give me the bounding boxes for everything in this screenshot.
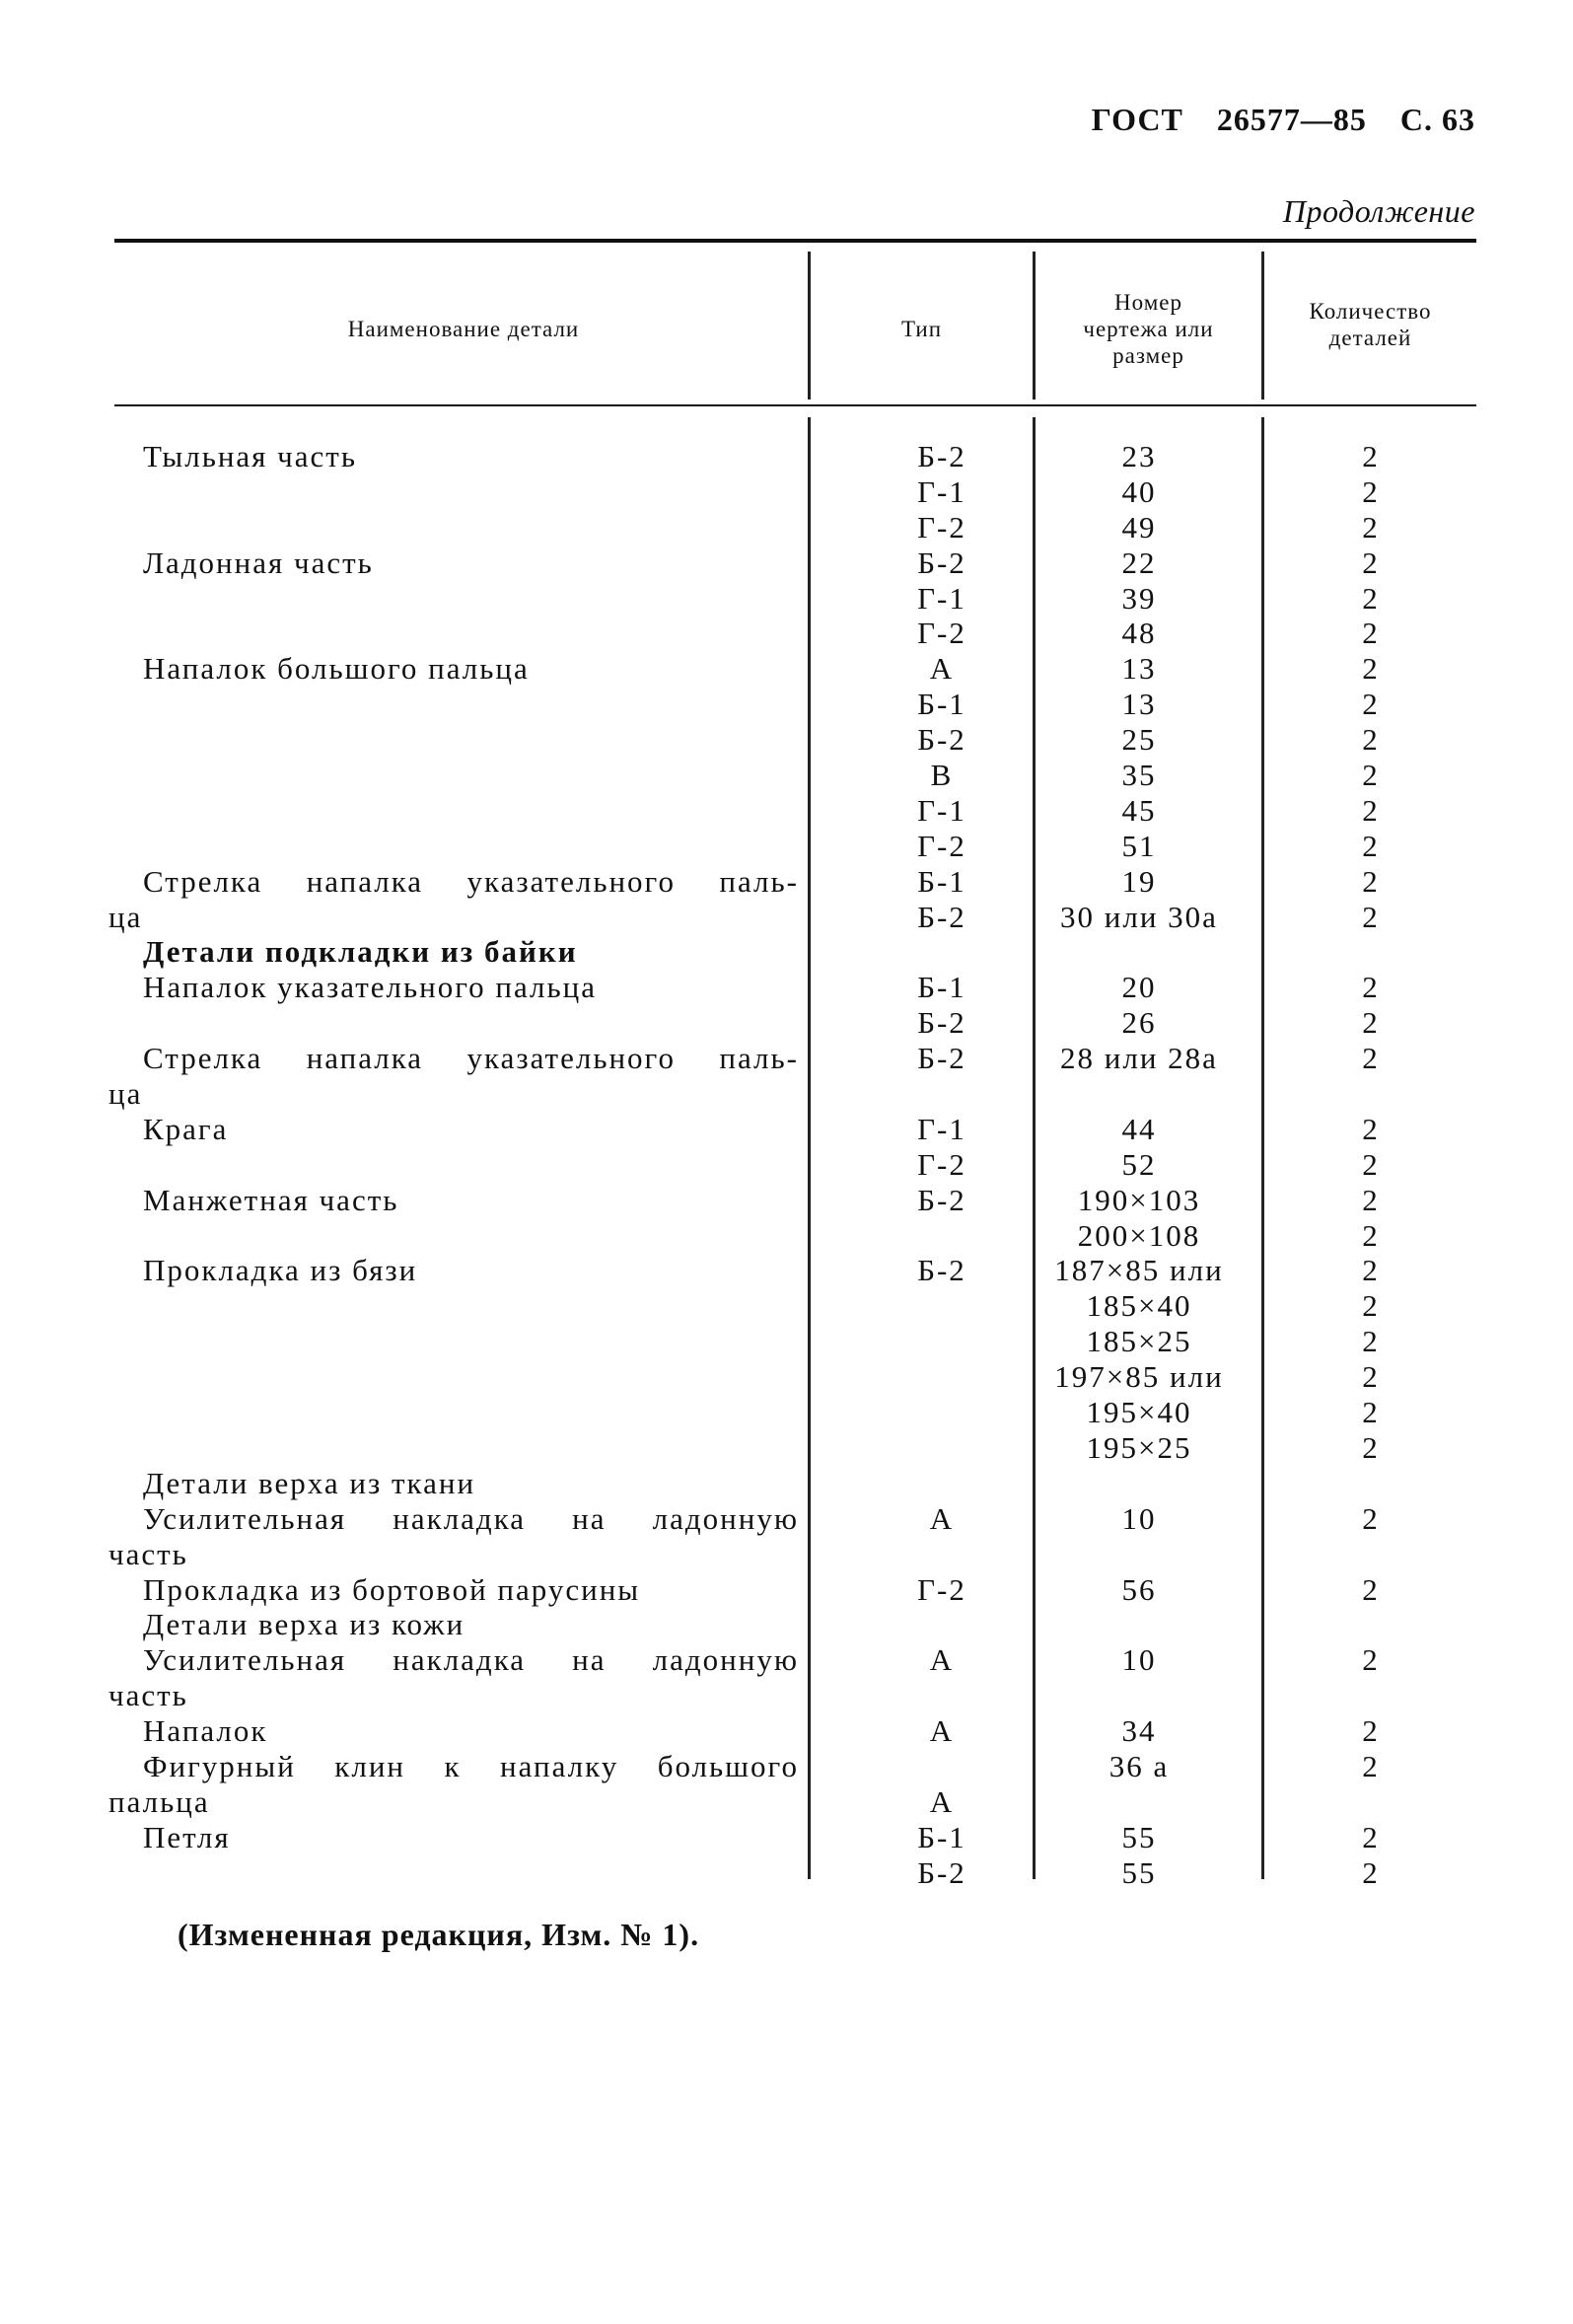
cell-line: Г-1 [917, 473, 966, 509]
part-name-line: часть [108, 1536, 188, 1571]
cell-line: Б-1 [917, 970, 966, 1005]
cell-line: 2 [1362, 439, 1380, 473]
cell-line [1036, 1784, 1243, 1820]
cell-line: 2 [1362, 758, 1380, 793]
cell-line [828, 1537, 1055, 1572]
cell-line: 2 [1362, 1713, 1380, 1749]
cell-line: 2 [1362, 509, 1380, 545]
cell-line [1262, 1607, 1479, 1642]
part-name-line [108, 1359, 799, 1395]
part-name-line: Стрелка напалка указательного паль- [143, 863, 799, 899]
cell-line: Б-2 [917, 1854, 966, 1890]
cell-line [1036, 934, 1243, 970]
part-name-line: ца [108, 1076, 143, 1112]
page-header [1092, 102, 1475, 138]
cell-line: 44 [1121, 1111, 1157, 1146]
cell-line: 45 [1121, 792, 1157, 828]
cell-line: 2 [1362, 1217, 1380, 1253]
header-number [1036, 289, 1261, 369]
part-name-line [108, 1147, 799, 1183]
cell-line: 185×40 [1086, 1288, 1192, 1324]
cell-line: 2 [1362, 1111, 1380, 1146]
cell-line: 2 [1362, 651, 1380, 687]
cell-line: 2 [1362, 1146, 1380, 1182]
table-top-rule [114, 239, 1476, 243]
cell-line: 28 или 28а [1060, 1041, 1218, 1076]
part-name-line: Крага [143, 1111, 229, 1146]
cell-line: деталей [1328, 326, 1412, 350]
part-name-line: Напалок [143, 1713, 268, 1749]
cell-line: Б-2 [917, 1041, 966, 1076]
part-name-line: Прокладка из бязи [143, 1253, 418, 1288]
part-name-line [108, 829, 799, 864]
cell-line: Г-2 [917, 1571, 966, 1607]
cell-line: Г-2 [917, 509, 966, 545]
cell-line: 187×85 или [1054, 1253, 1224, 1288]
cell-line: 49 [1121, 509, 1157, 545]
cell-line: Б-2 [917, 899, 966, 934]
cell-line: А [929, 1713, 955, 1749]
cell-line: 195×25 [1086, 1429, 1192, 1465]
cell-line [828, 1288, 1055, 1324]
cell-line: Количество [1309, 299, 1432, 324]
column-drawing-numbers [1036, 439, 1243, 1891]
cell-line: 2 [1362, 1041, 1380, 1076]
cell-line [828, 1359, 1055, 1395]
cell-line [828, 1678, 1055, 1713]
part-name-line [108, 793, 799, 829]
cell-line [828, 1395, 1055, 1430]
part-name-line: Петля [143, 1819, 231, 1854]
cell-line: 26 [1121, 1005, 1157, 1041]
part-name-line [108, 1218, 799, 1254]
cell-line: Г-2 [917, 616, 966, 651]
cell-line: 35 [1121, 758, 1157, 793]
cell-line [1262, 1466, 1479, 1501]
cell-line: 2 [1362, 1359, 1380, 1395]
cell-line: 2 [1362, 1429, 1380, 1465]
cell-line: 2 [1362, 1571, 1380, 1607]
cell-line: 2 [1362, 1324, 1380, 1359]
column-part-names [108, 439, 799, 1891]
cell-line: Б-2 [917, 1182, 966, 1217]
cell-line [1036, 1076, 1243, 1112]
cell-line [1262, 934, 1479, 970]
cell-line: 22 [1121, 545, 1157, 580]
cell-line: Б-2 [917, 545, 966, 580]
standard-number: 26577—85 [1216, 102, 1367, 137]
cell-line: 2 [1362, 899, 1380, 934]
column-quantities [1262, 439, 1479, 1891]
cell-line [828, 1607, 1055, 1642]
cell-line [1036, 1607, 1243, 1642]
cell-line: 2 [1362, 545, 1380, 580]
cell-line: 55 [1121, 1819, 1157, 1854]
cell-line: 10 [1121, 1500, 1157, 1536]
cell-line [1036, 1466, 1243, 1501]
cell-line: 2 [1362, 828, 1380, 863]
cell-line: 200×108 [1077, 1217, 1201, 1253]
header-quantity [1264, 298, 1476, 351]
cell-line: 2 [1362, 1748, 1380, 1783]
part-name-line [108, 1005, 799, 1041]
cell-line: Б-2 [917, 1005, 966, 1041]
cell-line [1262, 1076, 1479, 1112]
cell-line [828, 1430, 1055, 1466]
cell-line: 34 [1121, 1713, 1157, 1749]
part-name-line [108, 687, 799, 722]
cell-line: Б-2 [917, 1253, 966, 1288]
part-name-line: Усилительная накладка на ладонную [143, 1500, 799, 1536]
cell-line [828, 1076, 1055, 1112]
cell-line [1262, 1537, 1479, 1572]
standard-label: ГОСТ [1091, 102, 1183, 137]
part-name-line: Фигурный клин к напалку большого [143, 1748, 799, 1783]
part-name-line [108, 1395, 799, 1430]
cell-line: 185×25 [1086, 1324, 1192, 1359]
cell-line: Г-1 [917, 792, 966, 828]
cell-line: 190×103 [1077, 1182, 1201, 1217]
cell-line: Б-2 [917, 439, 966, 473]
cell-line [828, 1466, 1055, 1501]
cell-line [828, 1324, 1055, 1359]
cell-line [1036, 1678, 1243, 1713]
cell-line: 40 [1121, 473, 1157, 509]
cell-line: А [929, 1783, 955, 1819]
cell-line: Б-1 [917, 687, 966, 722]
part-name-line [108, 722, 799, 758]
revision-note: (Измененная редакция, Изм. № 1). [178, 1917, 700, 1952]
cell-line: 55 [1121, 1854, 1157, 1890]
cell-line: 51 [1121, 828, 1157, 863]
part-name-line: Тыльная часть [143, 439, 357, 473]
cell-line: 195×40 [1086, 1395, 1192, 1430]
part-name-line: Прокладка из бортовой парусины [143, 1571, 641, 1607]
cell-line: 2 [1362, 580, 1380, 616]
column-types [828, 439, 1055, 1891]
part-name-line: Ладонная часть [143, 545, 374, 580]
cell-line: Наименование детали [347, 317, 580, 341]
cell-line: Тип [900, 317, 943, 341]
cell-line: 197×85 или [1054, 1359, 1224, 1395]
cell-line: 56 [1121, 1571, 1157, 1607]
continuation-label: Продолжение [1282, 193, 1475, 229]
part-name-line [108, 1430, 799, 1466]
cell-line: Номер [1114, 290, 1182, 315]
cell-line: 2 [1362, 863, 1380, 899]
cell-line: 25 [1121, 722, 1157, 758]
cell-line: Г-1 [917, 580, 966, 616]
cell-line: В [930, 758, 954, 793]
cell-line: А [929, 1642, 955, 1678]
cell-line: 52 [1121, 1146, 1157, 1182]
cell-line: Б-1 [917, 863, 966, 899]
part-name-line: Детали верха из ткани [143, 1465, 476, 1500]
cell-line: 20 [1121, 970, 1157, 1005]
cell-line: Г-1 [917, 1111, 966, 1146]
cell-line: 2 [1362, 1819, 1380, 1854]
cell-line: 30 или 30а [1060, 899, 1218, 934]
cell-line: 2 [1362, 1642, 1380, 1678]
cell-line [1262, 1678, 1479, 1713]
part-name-line: часть [108, 1678, 188, 1713]
cell-line: 2 [1362, 1253, 1380, 1288]
part-name-line [108, 474, 799, 510]
cell-line: Б-2 [917, 722, 966, 758]
cell-line: А [929, 1500, 955, 1536]
part-name-line: Детали подкладки из байки [143, 934, 578, 970]
part-name-line [108, 1855, 799, 1891]
cell-line: Г-2 [917, 828, 966, 863]
cell-line: 39 [1121, 580, 1157, 616]
cell-line: 36 а [1108, 1748, 1170, 1783]
cell-line: Б-1 [917, 1819, 966, 1854]
part-name-line: Напалок большого пальца [143, 651, 530, 687]
part-name-line: Усилительная накладка на ладонную [143, 1642, 799, 1678]
cell-line: 2 [1362, 1854, 1380, 1890]
cell-line: чертежа или [1083, 317, 1214, 341]
part-name-line [108, 1324, 799, 1359]
part-name-line: Напалок указательного пальца [143, 970, 597, 1005]
cell-line: 2 [1362, 970, 1380, 1005]
cell-line: 48 [1121, 616, 1157, 651]
header-name [118, 316, 809, 342]
part-name-line: Детали верха из кожи [143, 1607, 465, 1642]
cell-line: 19 [1121, 863, 1157, 899]
part-name-line: Стрелка напалка указательного паль- [143, 1041, 799, 1076]
header-type [811, 316, 1033, 342]
cell-line: 2 [1362, 616, 1380, 651]
table-header-rule [114, 404, 1476, 406]
part-name-line: пальца [108, 1783, 210, 1819]
column-divider [808, 417, 811, 1879]
cell-line [828, 1749, 1055, 1784]
cell-line: 2 [1362, 722, 1380, 758]
part-name-line [108, 616, 799, 651]
part-name-line [108, 758, 799, 793]
cell-line [828, 1218, 1055, 1254]
part-name-line [108, 1288, 799, 1324]
cell-line: А [929, 651, 955, 687]
cell-line: 13 [1121, 651, 1157, 687]
part-name-line: Манжетная часть [143, 1182, 399, 1217]
page-number: С. 63 [1399, 102, 1475, 137]
cell-line: 2 [1362, 473, 1380, 509]
cell-line: 23 [1121, 439, 1157, 473]
cell-line [828, 934, 1055, 970]
cell-line: 2 [1362, 792, 1380, 828]
part-name-line: ца [108, 899, 143, 934]
cell-line [1262, 1784, 1479, 1820]
cell-line: 10 [1121, 1642, 1157, 1678]
part-name-line [108, 510, 799, 545]
cell-line: 2 [1362, 1395, 1380, 1430]
cell-line: Г-2 [917, 1146, 966, 1182]
cell-line: 2 [1362, 1005, 1380, 1041]
cell-line: 2 [1362, 687, 1380, 722]
cell-line [1036, 1537, 1243, 1572]
cell-line: 13 [1121, 687, 1157, 722]
cell-line: 2 [1362, 1182, 1380, 1217]
cell-line: 2 [1362, 1288, 1380, 1324]
cell-line: 2 [1362, 1500, 1380, 1536]
part-name-line [108, 581, 799, 617]
cell-line: размер [1112, 343, 1184, 368]
